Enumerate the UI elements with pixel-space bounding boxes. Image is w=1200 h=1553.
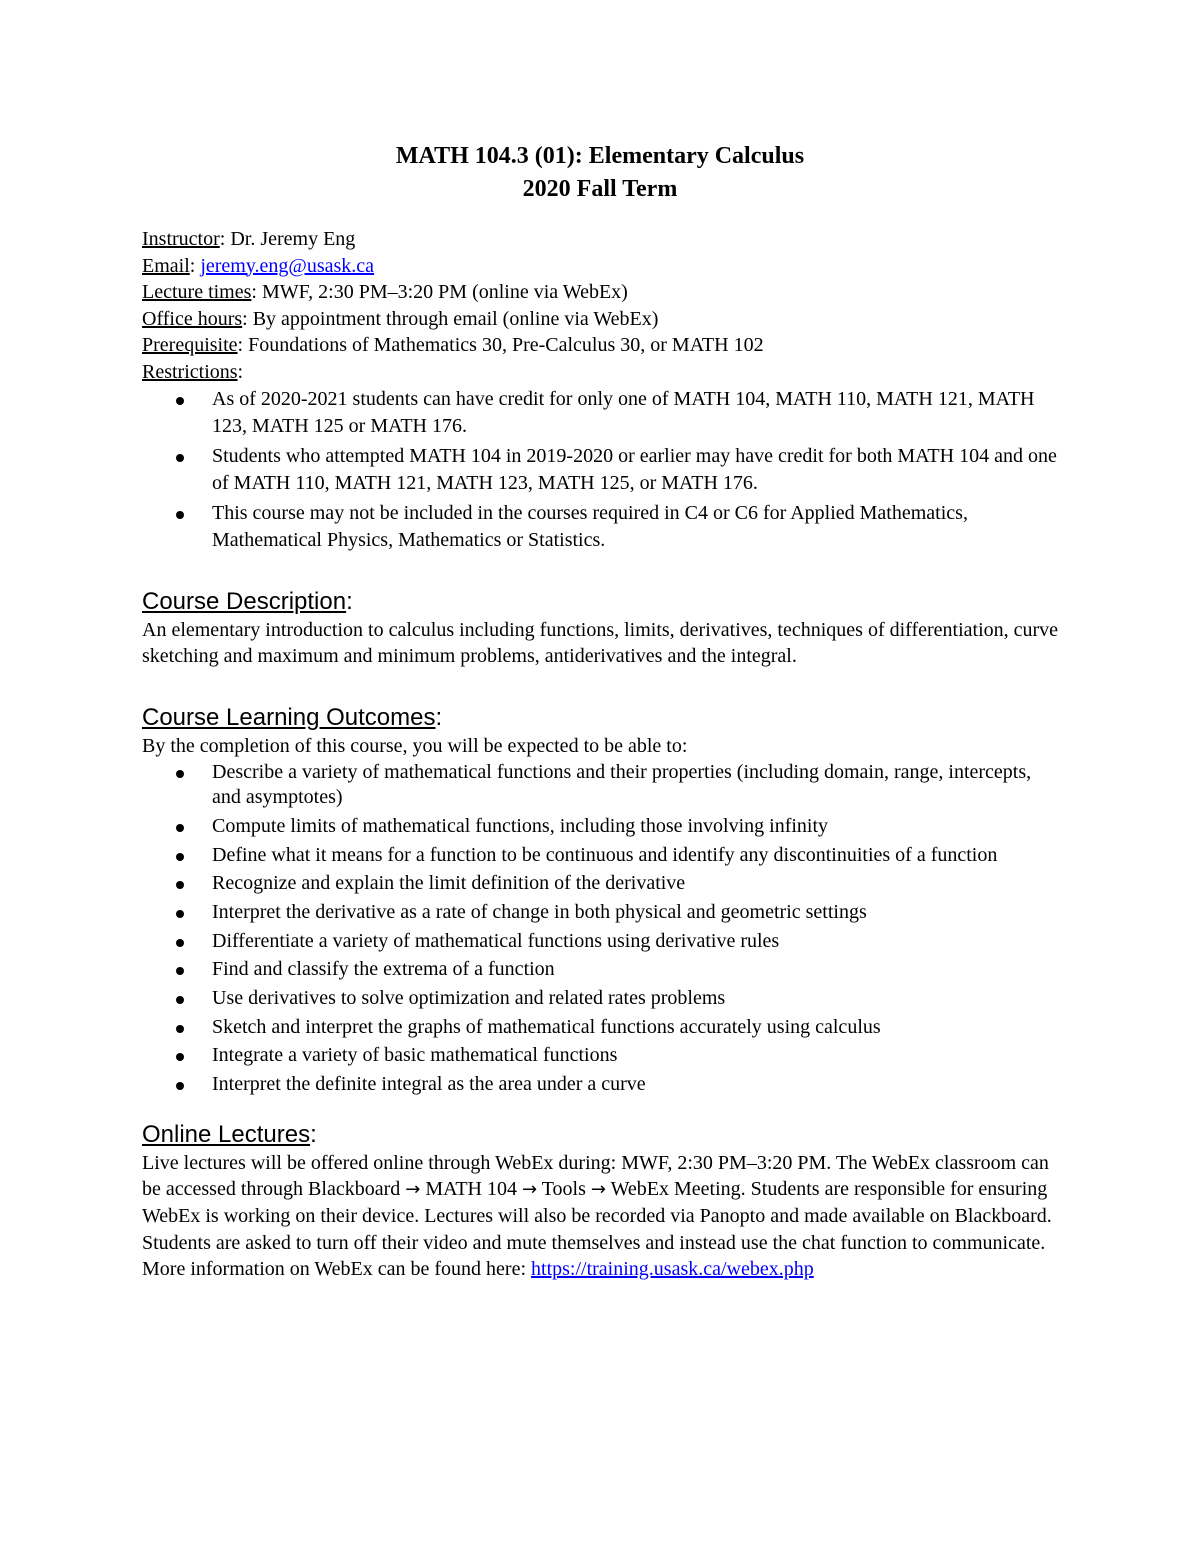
restriction-text: This course may not be included in the courses required in C4 or C6 for Applied Mathematics, Mathematical Physics, Mathematics or Statistics. bbox=[212, 501, 968, 552]
outcome-text: Define what it means for a function to be continuous and identify any discontinuities of a function bbox=[212, 843, 998, 866]
lecture-times-value: MWF, 2:30 PM–3:20 PM (online via WebEx) bbox=[261, 281, 628, 304]
online-lectures-heading: Online Lectures: bbox=[142, 1120, 317, 1148]
prerequisite-line: Prerequisite: Foundations of Mathematics 30, Pre-Calculus 30, or MATH 102 bbox=[142, 334, 764, 357]
outcome-text: Recognize and explain the limit definition of the derivative bbox=[212, 872, 686, 895]
instructor-label: Instructor bbox=[142, 228, 220, 250]
lecture-times-line: Lecture times: MWF, 2:30 PM–3:20 PM (online via WebEx) bbox=[142, 281, 628, 304]
bullet-icon bbox=[176, 1025, 184, 1033]
outcome-item bbox=[212, 843, 1062, 869]
course-title: MATH 104.3 (01): Elementary Calculus bbox=[395, 143, 805, 169]
outcome-text: Sketch and interpret the graphs of mathematical functions accurately using calculus bbox=[212, 1015, 881, 1038]
arrow-right-icon: → bbox=[522, 1179, 538, 1201]
course-description-heading: Course Description: bbox=[142, 587, 353, 615]
outcome-text: Interpret the derivative as a rate of change in both physical and geometric settings bbox=[212, 901, 867, 924]
bullet-icon bbox=[176, 910, 184, 918]
outcome-text: Differentiate a variety of mathematical functions using derivative rules bbox=[212, 929, 780, 952]
outcome-item bbox=[212, 1015, 1062, 1041]
lecture-times-label: Lecture times bbox=[142, 281, 252, 304]
bullet-icon bbox=[176, 853, 184, 861]
outcome-item bbox=[212, 929, 1062, 955]
bullet-icon bbox=[176, 881, 184, 889]
restriction-text: As of 2020-2021 students can have credit for only one of MATH 104, MATH 110, MATH 121, MATH 123, MATH 125 or MATH 176. bbox=[212, 387, 1035, 438]
restrictions-label: Restrictions bbox=[142, 360, 238, 383]
outcome-item bbox=[212, 871, 1062, 897]
instructor-value: Dr. Jeremy Eng bbox=[230, 228, 356, 250]
syllabus-content bbox=[142, 140, 1062, 1283]
outcome-item bbox=[212, 957, 1062, 983]
arrow-right-icon: → bbox=[405, 1179, 421, 1201]
bullet-icon bbox=[176, 454, 184, 462]
bullet-icon bbox=[176, 397, 184, 405]
restriction-item bbox=[212, 443, 1062, 498]
outcome-text: Describe a variety of mathematical functions and their properties (including domain, range, intercepts, and asymptotes) bbox=[212, 760, 1032, 809]
outcome-item bbox=[212, 1072, 1062, 1098]
outcome-item bbox=[212, 986, 1062, 1012]
outcome-text: Interpret the definite integral as the area under a curve bbox=[212, 1073, 646, 1096]
outcome-text: Find and classify the extrema of a function bbox=[212, 958, 555, 981]
course-description-text: An elementary introduction to calculus including functions, limits, derivatives, techniques of differentiation, curve sketching and maximum and minimum problems, antiderivatives and the integral. bbox=[142, 618, 1059, 667]
arrow-right-icon: → bbox=[590, 1179, 606, 1201]
bullet-icon bbox=[176, 996, 184, 1004]
email-label: Email bbox=[142, 254, 190, 277]
restrictions-line: Restrictions: bbox=[142, 360, 244, 383]
online-lectures-text: Live lectures will be offered online through WebEx during: MWF, 2:30 PM–3:20 PM. The WebEx classroom can be accessed through Blackboard → MATH 104 → Tools → WebEx Meeting. Students are responsible for ensuring WebEx is working on their device. Lectures will also be recorded via Panopto and made available on Blackboard. Students are asked to turn off their video and mute themselves and instead use the chat function to communicate. More information on WebEx can be found here: https://training.usask.ca/webex.php bbox=[142, 1151, 1052, 1281]
restriction-item bbox=[212, 500, 1062, 555]
learning-outcomes-section bbox=[142, 703, 1062, 1097]
bullet-icon bbox=[176, 1082, 184, 1090]
restriction-item bbox=[212, 386, 1062, 441]
restrictions-list bbox=[142, 386, 1062, 555]
course-description-section bbox=[142, 587, 1062, 670]
bullet-icon bbox=[176, 967, 184, 975]
prerequisite-value: Foundations of Mathematics 30, Pre-Calculus 30, or MATH 102 bbox=[248, 334, 764, 357]
email-link[interactable]: jeremy.eng@usask.ca bbox=[200, 254, 375, 277]
email-line: Email: jeremy.eng@usask.ca bbox=[142, 254, 375, 277]
bullet-icon bbox=[176, 939, 184, 947]
learning-outcomes-heading: Course Learning Outcomes: bbox=[142, 704, 443, 732]
outcome-item bbox=[212, 900, 1062, 926]
outcome-item bbox=[212, 760, 1062, 811]
learning-outcomes-list bbox=[142, 760, 1062, 1098]
outcome-item bbox=[212, 1043, 1062, 1069]
outcome-item bbox=[212, 814, 1062, 840]
office-hours-line: Office hours: By appointment through email (online via WebEx) bbox=[142, 307, 659, 330]
bullet-icon bbox=[176, 824, 184, 832]
outcome-text: Use derivatives to solve optimization and related rates problems bbox=[212, 987, 726, 1010]
course-term: 2020 Fall Term bbox=[522, 176, 678, 202]
bullet-icon bbox=[176, 770, 184, 778]
bullet-icon bbox=[176, 511, 184, 519]
restriction-text: Students who attempted MATH 104 in 2019-2020 or earlier may have credit for both MATH 104 and one of MATH 110, MATH 121, MATH 123, MATH 125, or MATH 176. bbox=[212, 444, 1057, 495]
office-hours-value: By appointment through email (online via WebEx) bbox=[252, 307, 659, 330]
title-block bbox=[138, 140, 1062, 206]
office-hours-label: Office hours bbox=[142, 307, 243, 330]
prerequisite-label: Prerequisite bbox=[142, 334, 238, 357]
learning-outcomes-intro: By the completion of this course, you will be expected to be able to: bbox=[142, 735, 688, 758]
online-lectures-section bbox=[142, 1120, 1062, 1283]
outcome-text: Integrate a variety of basic mathematical functions bbox=[212, 1044, 618, 1067]
outcome-text: Compute limits of mathematical functions, including those involving infinity bbox=[212, 814, 829, 837]
course-info bbox=[142, 226, 1062, 555]
webex-training-link[interactable]: https://training.usask.ca/webex.php bbox=[531, 1258, 814, 1281]
bullet-icon bbox=[176, 1053, 184, 1061]
instructor-line: Instructor: Dr. Jeremy Eng bbox=[142, 228, 356, 250]
